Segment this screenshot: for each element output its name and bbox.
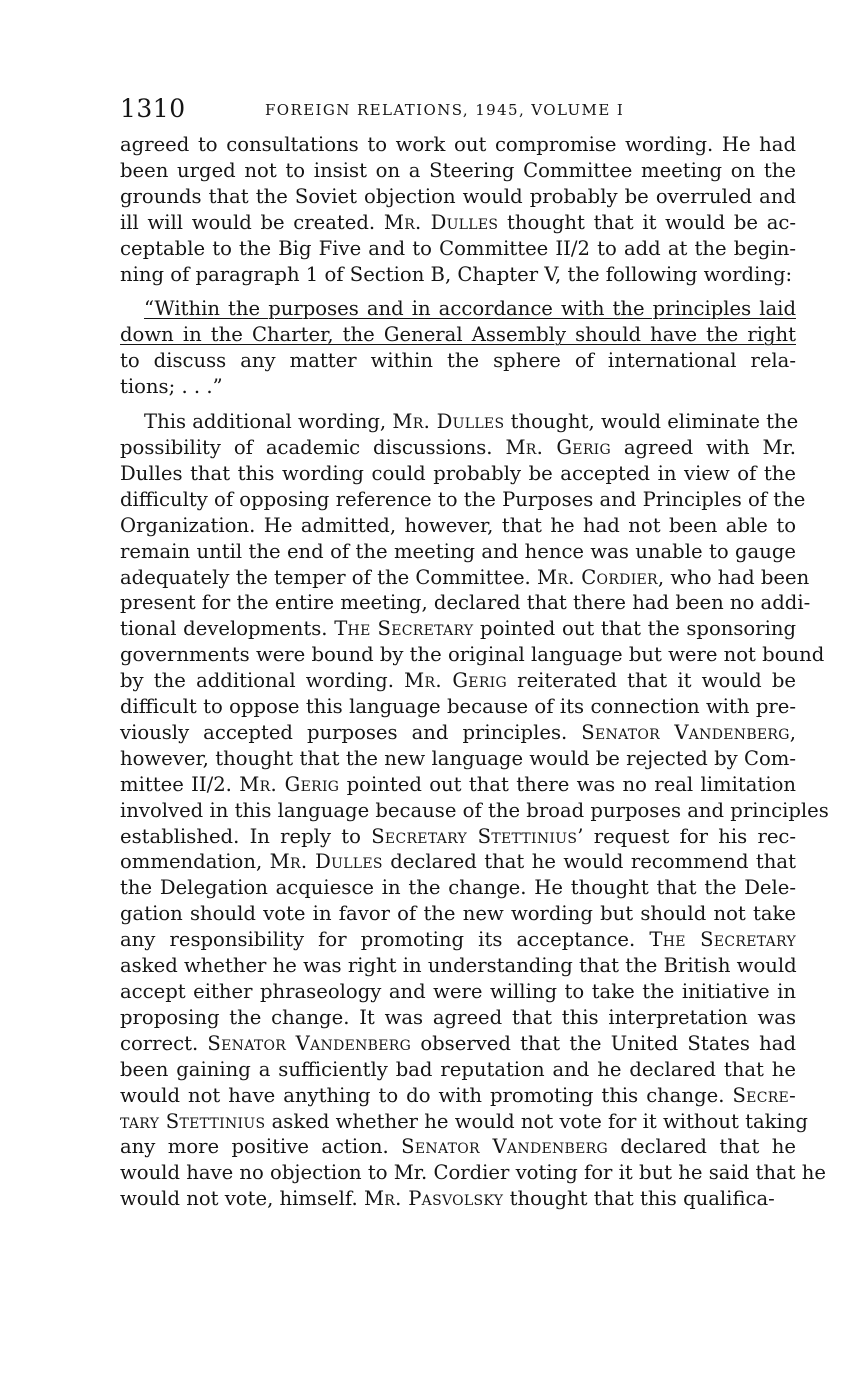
text-line: any responsibility for promoting its acceptance. The Secretary [120, 928, 796, 952]
small-caps-name: Senator Vandenberg [581, 720, 790, 744]
text-line: would not vote, himself. Mr. Pasvolsky thought that this qualifica- [120, 1187, 775, 1211]
text-line: difficult to oppose this language because of its connection with pre- [120, 695, 796, 719]
small-caps-name: The Secretary [649, 928, 796, 952]
text-line: present for the entire meeting, declared that there had been no addi- [120, 591, 811, 615]
small-caps-name: Mr. Pasvolsky [363, 1187, 504, 1211]
text-line [120, 296, 796, 322]
text-line: gation should vote in favor of the new wording but should not take [120, 902, 796, 926]
underlined-text: “Within the purposes and in accordance with the principles laid [144, 297, 796, 321]
page-number: 1310 [120, 94, 186, 123]
text-line: established. In reply to Secretary Stettinius’ request for his rec- [120, 824, 797, 848]
text-line: been urged not to insist on a Steering Committee meeting on the [120, 158, 796, 182]
text-line: however, thought that the new language would be rejected by Com- [120, 746, 796, 770]
text-line: governments were bound by the original language but were not bound [120, 643, 825, 667]
page-header [120, 92, 796, 128]
text-line: would not have anything to do with promoting this change. Secre- [120, 1083, 796, 1107]
text-line [120, 322, 796, 348]
text-line: ceptable to the Big Five and to Committee II/2 to add at the begin- [120, 236, 796, 260]
text-line: would have no objection to Mr. Cordier voting for it but he said that he [120, 1161, 826, 1185]
block-quote [120, 296, 796, 400]
small-caps-name: Mr. Gerig [404, 669, 507, 693]
text-line: tary Stettinius asked whether he would not vote for it without taking [120, 1109, 808, 1133]
text-line: remain until the end of the meeting and hence was unable to gauge [120, 539, 796, 563]
small-caps-name: The Secretary [334, 617, 474, 641]
text-line: correct. Senator Vandenberg observed that the United States had [120, 1031, 796, 1055]
text-line: proposing the change. It was agreed that this interpretation was [120, 1005, 796, 1029]
text-line: tions; . . .” [120, 375, 223, 399]
body-text [120, 132, 829, 1212]
small-caps-name: Mr. Gerig [505, 435, 611, 459]
small-caps-name: Mr. Dulles [392, 410, 505, 434]
underlined-text: down in the Charter, the General Assembly should have the right [120, 323, 796, 347]
text-line: agreed to consultations to work out compromise wording. He had [120, 133, 796, 156]
small-caps-name: Mr. Gerig [239, 772, 340, 796]
text-line: ning of paragraph 1 of Section B, Chapter V, the following wording: [120, 262, 793, 286]
running-head: FOREIGN RELATIONS, 1945, VOLUME I [265, 101, 625, 119]
text-line: mittee II/2. Mr. Gerig pointed out that there was no real limitation [120, 772, 797, 796]
text-line: accept either phraseology and were willing to take the initiative in [120, 980, 796, 1003]
paragraph-2 [120, 409, 829, 1212]
text-line: viously accepted purposes and principles. Senator Vandenberg, [120, 720, 796, 744]
small-caps-name: Senator Vandenberg [401, 1135, 608, 1159]
small-caps-name: Senator Vandenberg [207, 1031, 412, 1055]
text-line: the Delegation acquiesce in the change. He thought that the Dele- [120, 876, 796, 900]
text-line: grounds that the Soviet objection would probably be overruled and [120, 184, 796, 208]
small-caps-name: Secre- [732, 1083, 796, 1107]
small-caps-name: Mr. Cordier [537, 565, 658, 589]
small-caps-name: Mr. Dulles [383, 210, 499, 234]
text-line: been gaining a sufficiently bad reputation and he declared that he [120, 1057, 796, 1081]
text-line: any more positive action. Senator Vandenberg declared that he [120, 1135, 796, 1159]
text-line: asked whether he was right in understanding that the British would [120, 954, 797, 978]
text-line: involved in this language because of the broad purposes and principles [120, 798, 829, 822]
small-caps-name: tary Stettinius [120, 1109, 266, 1133]
paragraph-1 [120, 132, 796, 287]
text-line: Dulles that this wording could probably be accepted in view of the [120, 461, 796, 485]
small-caps-name: Mr. Dulles [269, 850, 383, 874]
document-page [120, 92, 829, 1212]
text-line: possibility of academic discussions. Mr. Gerig agreed with Mr. [120, 435, 797, 459]
text-line: adequately the temper of the Committee. Mr. Cordier, who had been [120, 565, 810, 589]
text-line: difficulty of opposing reference to the Purposes and Principles of the [120, 487, 806, 511]
small-caps-name: Secretary Stettinius [371, 824, 578, 848]
text-line: tional developments. The Secretary pointed out that the sponsoring [120, 617, 797, 641]
text-line: to discuss any matter within the sphere of international rela- [120, 349, 796, 373]
text-line: by the additional wording. Mr. Gerig reiterated that it would be [120, 669, 796, 693]
text-line: ill will would be created. Mr. Dulles thought that it would be ac- [120, 210, 796, 234]
text-line: This additional wording, Mr. Dulles thought, would eliminate the [144, 410, 799, 434]
text-line: Organization. He admitted, however, that he had not been able to [120, 513, 796, 537]
text-line: ommendation, Mr. Dulles declared that he would recommend that [120, 850, 796, 874]
